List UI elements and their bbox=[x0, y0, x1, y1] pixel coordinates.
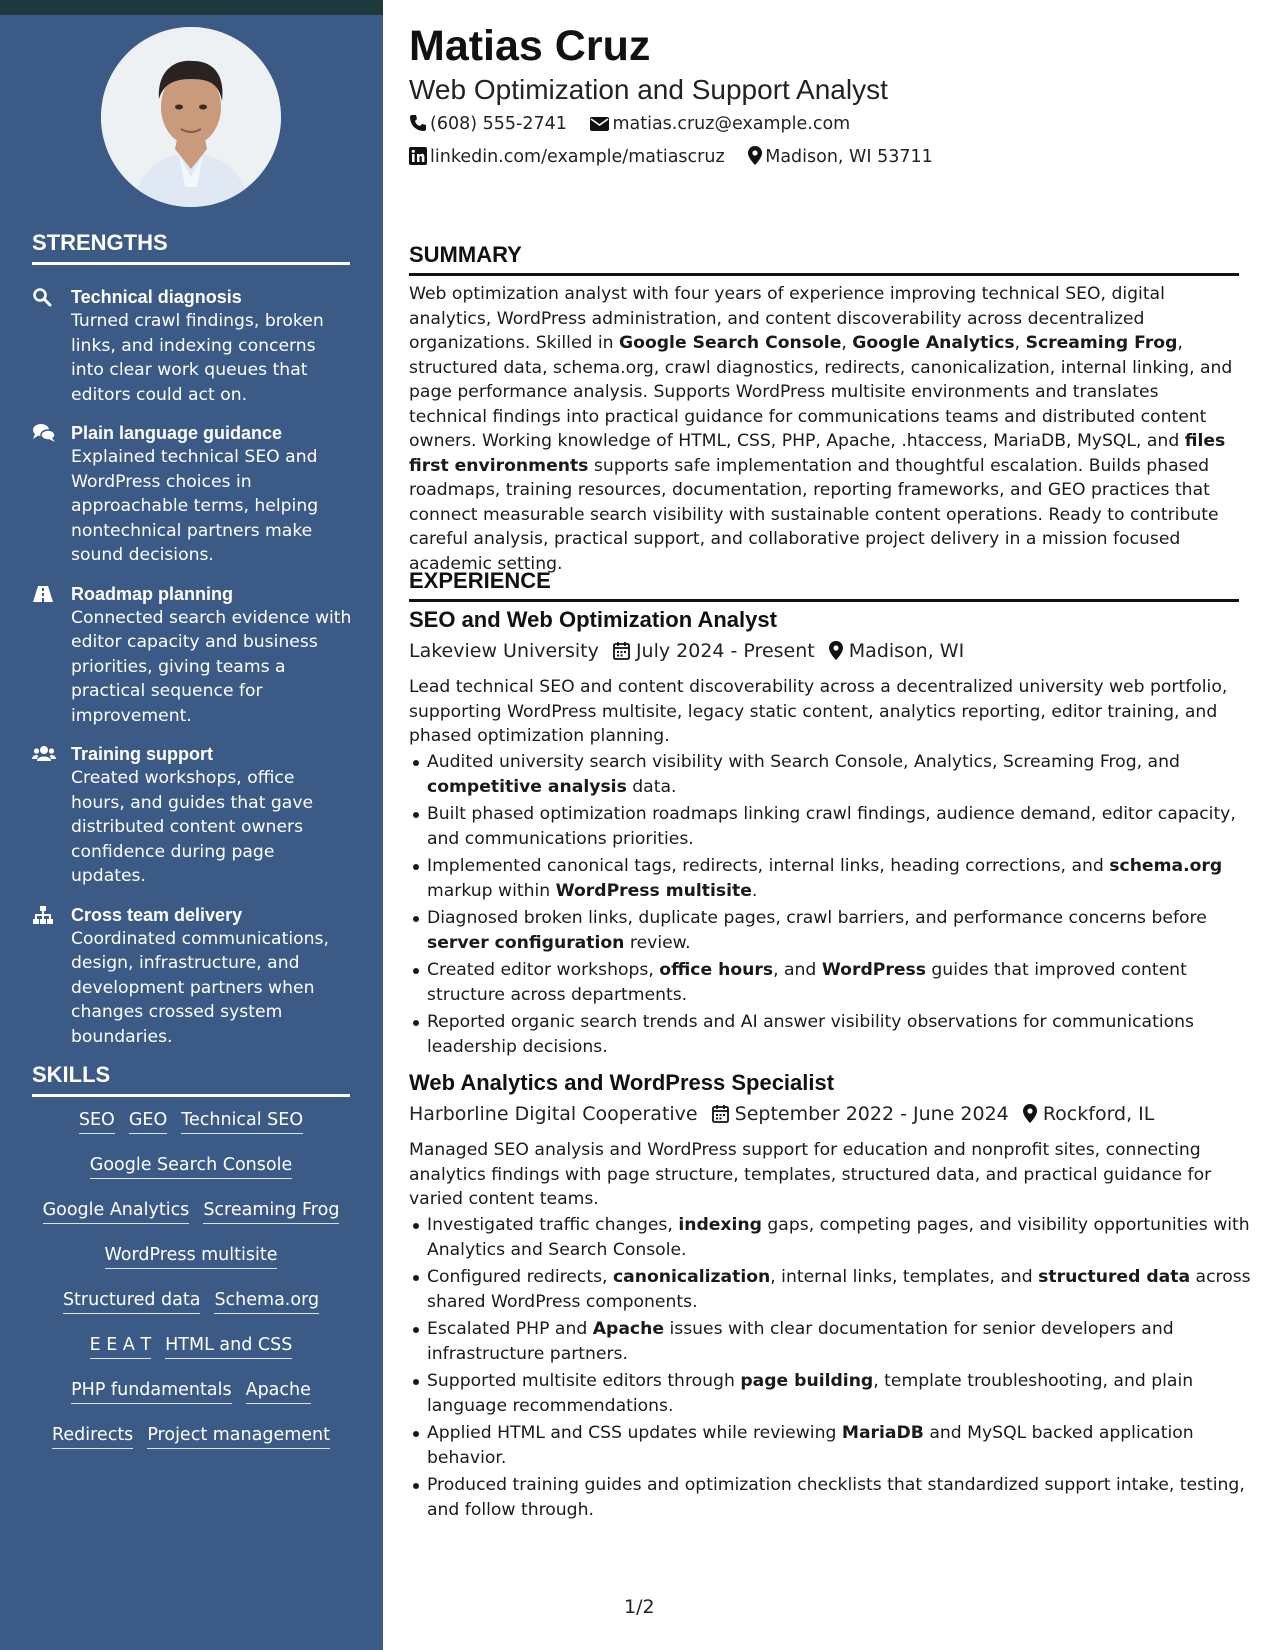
email-text: matias.cruz@example.com bbox=[612, 114, 851, 134]
strength-title: Plain language guidance bbox=[71, 423, 283, 443]
skills-row bbox=[32, 1332, 350, 1377]
phone-icon bbox=[409, 114, 427, 137]
skill-tag: Redirects bbox=[52, 1422, 133, 1449]
bullet-bold: Apache bbox=[592, 1319, 665, 1339]
strength-desc: Coordinated communications, design, infrastructure, and development partners when changes crossed system boundaries. bbox=[71, 928, 329, 1047]
summary-bold: files first environments bbox=[409, 431, 1226, 476]
job-location: Rockford, IL bbox=[1042, 1103, 1155, 1125]
bullet-bold: canonicalization bbox=[612, 1267, 771, 1287]
bullet-bold: schema.org bbox=[1109, 856, 1223, 876]
sidebar-top-band bbox=[0, 0, 383, 15]
map-pin-icon bbox=[748, 146, 762, 170]
job-description: Managed SEO analysis and WordPress support for education and nonprofit sites, connecting analytics findings with page structure, templates, structured data, and practical guidance for varied content teams. bbox=[409, 1140, 1212, 1209]
bullet-bold: competitive analysis bbox=[427, 776, 627, 797]
bullet-bold: office hours bbox=[659, 960, 774, 980]
bullet-item bbox=[427, 1317, 1257, 1366]
comments-icon bbox=[32, 423, 54, 443]
search-icon bbox=[32, 287, 54, 307]
bullet-text: . bbox=[751, 880, 758, 901]
job-description: Lead technical SEO and content discoverability across a decentralized university web portfolio, supporting WordPress multisite, legacy static content, analytics reporting, editor training, and phased optimization planning. bbox=[409, 677, 1228, 746]
linkedin-icon bbox=[409, 147, 427, 170]
job-title: SEO and Web Optimization Analyst bbox=[409, 607, 777, 632]
bullet-text: Diagnosed broken links, duplicate pages, crawl barriers, and performance concerns before bbox=[427, 908, 1207, 928]
skill-tag: Screaming Frog bbox=[203, 1197, 339, 1224]
skill-tag: SEO bbox=[79, 1107, 115, 1134]
person-name: Matias Cruz bbox=[409, 22, 651, 70]
job-bullets bbox=[409, 750, 1257, 1062]
company-name: Harborline Digital Cooperative bbox=[409, 1103, 698, 1125]
bullet-text: , internal links, templates, and bbox=[770, 1267, 1039, 1287]
job-title: Web Analytics and WordPress Specialist bbox=[409, 1070, 835, 1095]
summary-heading: SUMMARY bbox=[409, 242, 1239, 276]
bullet-bold: WordPress multisite bbox=[555, 880, 752, 901]
job-headline: Web Optimization and Support Analyst bbox=[409, 74, 888, 105]
contact-row bbox=[409, 146, 951, 170]
skills-row bbox=[32, 1287, 350, 1332]
bullet-text: Created editor workshops, bbox=[427, 960, 660, 980]
skill-tag: Project management bbox=[147, 1422, 330, 1449]
bullet-text: Produced training guides and optimization checklists that standardized support intake, testing, and follow through. bbox=[427, 1475, 1245, 1520]
strength-title: Technical diagnosis bbox=[71, 287, 242, 307]
summary-text bbox=[409, 282, 1239, 576]
map-pin-icon bbox=[829, 641, 843, 665]
skills-row bbox=[32, 1152, 350, 1197]
summary-bold: Google Analytics bbox=[852, 333, 1015, 353]
calendar-icon bbox=[613, 641, 630, 665]
skills-row bbox=[32, 1107, 350, 1152]
profile-photo bbox=[101, 27, 281, 207]
strength-desc: Created workshops, office hours, and guides that gave distributed content owners confidence during page updates. bbox=[71, 768, 314, 886]
bullet-item bbox=[427, 854, 1257, 903]
bullet-item bbox=[427, 1213, 1257, 1262]
bullet-text: Reported organic search trends and AI answer visibility observations for communications leadership decisions. bbox=[427, 1012, 1194, 1057]
road-icon bbox=[32, 584, 54, 604]
skill-tag: Google Analytics bbox=[43, 1197, 190, 1224]
skill-tag: GEO bbox=[129, 1107, 167, 1134]
bullet-bold: indexing bbox=[678, 1215, 762, 1235]
skills-row bbox=[32, 1197, 350, 1242]
page-number: 1/2 bbox=[624, 1596, 655, 1618]
summary-text-part: supports safe implementation and thoughtful escalation. Builds phased roadmaps, training resources, documentation, reporting frameworks, and GEO practices that connect measurable search visibility with sustainable content operations. Ready to contribute careful analysis, practical support, and collaborative project delivery in a mission focused academic setting. bbox=[409, 455, 1219, 574]
bullet-bold: MariaDB bbox=[841, 1423, 924, 1443]
skills-row bbox=[32, 1422, 350, 1467]
summary-bold: Google Search Console bbox=[619, 333, 842, 353]
job-meta bbox=[409, 1103, 1154, 1128]
job-bullets bbox=[409, 1213, 1257, 1525]
skill-tag: Schema.org bbox=[214, 1287, 319, 1314]
bullet-bold: page building bbox=[740, 1371, 874, 1391]
bullet-text: and MySQL backed application behavior. bbox=[427, 1423, 1194, 1468]
bullet-text: across shared WordPress components. bbox=[427, 1267, 1251, 1312]
experience-heading: EXPERIENCE bbox=[409, 568, 1239, 602]
strengths-heading: STRENGTHS bbox=[32, 230, 350, 265]
bullet-item bbox=[427, 802, 1257, 851]
strength-title: Roadmap planning bbox=[71, 583, 233, 604]
bullet-item bbox=[427, 1010, 1257, 1059]
linkedin-contact[interactable] bbox=[409, 147, 730, 167]
bullet-bold: WordPress bbox=[821, 960, 926, 980]
bullet-text: Implemented canonical tags, redirects, internal links, heading corrections, and bbox=[427, 856, 1110, 876]
location-text: Madison, WI 53711 bbox=[765, 147, 933, 167]
skills-list bbox=[32, 1107, 350, 1467]
summary-bold: Screaming Frog bbox=[1025, 333, 1178, 353]
bullet-text: , and bbox=[773, 960, 822, 980]
strength-item bbox=[32, 421, 352, 568]
bullet-item bbox=[427, 750, 1257, 799]
skill-tag: WordPress multisite bbox=[105, 1242, 278, 1269]
summary-text-part: , bbox=[841, 333, 853, 353]
phone-contact[interactable] bbox=[409, 114, 572, 134]
skill-tag: PHP fundamentals bbox=[71, 1377, 231, 1404]
bullet-item bbox=[427, 1369, 1257, 1418]
bullet-text: gaps, competing pages, and visibility opportunities with Analytics and Search Console. bbox=[427, 1215, 1250, 1260]
sitemap-icon bbox=[32, 905, 54, 925]
strength-title: Training support bbox=[71, 744, 213, 764]
job-meta bbox=[409, 640, 964, 665]
strength-desc: Explained technical SEO and WordPress choices in approachable terms, helping nontechnical partners make sound decisions. bbox=[71, 447, 319, 565]
bullet-text: guides that improved content structure across departments. bbox=[427, 960, 1187, 1005]
bullet-text: Audited university search visibility with Search Console, Analytics, Screaming Frog, and bbox=[427, 752, 1180, 772]
bullet-text: , template troubleshooting, and plain language recommendations. bbox=[427, 1371, 1194, 1416]
users-icon bbox=[32, 744, 54, 764]
phone-text: (608) 555-2741 bbox=[430, 114, 567, 134]
strength-item bbox=[32, 742, 352, 889]
skills-row bbox=[32, 1242, 350, 1287]
strength-desc: Connected search evidence with editor capacity and business priorities, giving teams a practical sequence for improvement. bbox=[71, 607, 352, 726]
summary-text-part: Web optimization analyst with four years of experience improving technical SEO, digital analytics, WordPress administration, and content discoverability across decentralized organizations. Skilled in bbox=[409, 284, 1165, 353]
bullet-item bbox=[427, 1265, 1257, 1314]
bullet-item bbox=[427, 958, 1257, 1007]
calendar-icon bbox=[712, 1104, 729, 1128]
strength-title: Cross team delivery bbox=[71, 904, 243, 925]
bullet-item bbox=[427, 1421, 1257, 1470]
company-name: Lakeview University bbox=[409, 640, 599, 662]
job-location: Madison, WI bbox=[848, 640, 965, 662]
email-contact[interactable] bbox=[590, 114, 850, 134]
map-pin-icon bbox=[1023, 1104, 1037, 1128]
bullet-text: data. bbox=[626, 776, 677, 797]
strengths-list bbox=[32, 285, 352, 1063]
job-dates: September 2022 - June 2024 bbox=[734, 1103, 1009, 1125]
skill-tag: HTML and CSS bbox=[165, 1332, 292, 1359]
summary-text-part: , bbox=[1014, 333, 1026, 353]
contact-row bbox=[409, 114, 868, 137]
skill-tag: Apache bbox=[246, 1377, 311, 1404]
job-dates: July 2024 - Present bbox=[635, 640, 815, 662]
bullet-text: issues with clear documentation for senior developers and infrastructure partners. bbox=[427, 1319, 1174, 1364]
strength-item bbox=[32, 582, 352, 729]
skill-tag: E E A T bbox=[90, 1332, 151, 1359]
bullet-text: Built phased optimization roadmaps linking crawl findings, audience demand, editor capacity, and communications priorities. bbox=[427, 804, 1236, 849]
location-contact bbox=[748, 147, 933, 167]
bullet-text: Configured redirects, bbox=[427, 1267, 613, 1287]
bullet-text: Supported multisite editors through bbox=[427, 1371, 741, 1391]
bullet-bold: structured data bbox=[1038, 1267, 1191, 1287]
linkedin-text: linkedin.com/example/matiascruz bbox=[430, 147, 725, 167]
bullet-text: review. bbox=[624, 932, 691, 953]
strength-item bbox=[32, 903, 352, 1050]
bullet-text: Applied HTML and CSS updates while reviewing bbox=[427, 1423, 842, 1443]
summary-text-part: , structured data, schema.org, crawl diagnostics, redirects, canonicalization, internal linking, and page performance analysis. Supports WordPress multisite environments and translates technical findings into practical guidance for communications teams and distributed content owners. Working knowledge of HTML, CSS, PHP, Apache, .htaccess, MariaDB, MySQL, and bbox=[409, 333, 1233, 451]
bullet-text: Escalated PHP and bbox=[427, 1319, 593, 1339]
bullet-item bbox=[427, 906, 1257, 955]
sidebar bbox=[0, 0, 383, 1650]
strength-item bbox=[32, 285, 352, 407]
bullet-text: Investigated traffic changes, bbox=[427, 1215, 679, 1235]
bullet-text: markup within bbox=[427, 880, 556, 901]
skills-heading: SKILLS bbox=[32, 1062, 350, 1097]
bullet-item bbox=[427, 1473, 1257, 1522]
bullet-bold: server configuration bbox=[427, 932, 625, 953]
skill-tag: Technical SEO bbox=[181, 1107, 303, 1134]
skills-row bbox=[32, 1377, 350, 1422]
strength-desc: Turned crawl findings, broken links, and indexing concerns into clear work queues that editors could act on. bbox=[71, 311, 324, 405]
skill-tag: Structured data bbox=[63, 1287, 201, 1314]
envelope-icon bbox=[590, 116, 609, 137]
skill-tag: Google Search Console bbox=[90, 1152, 292, 1179]
